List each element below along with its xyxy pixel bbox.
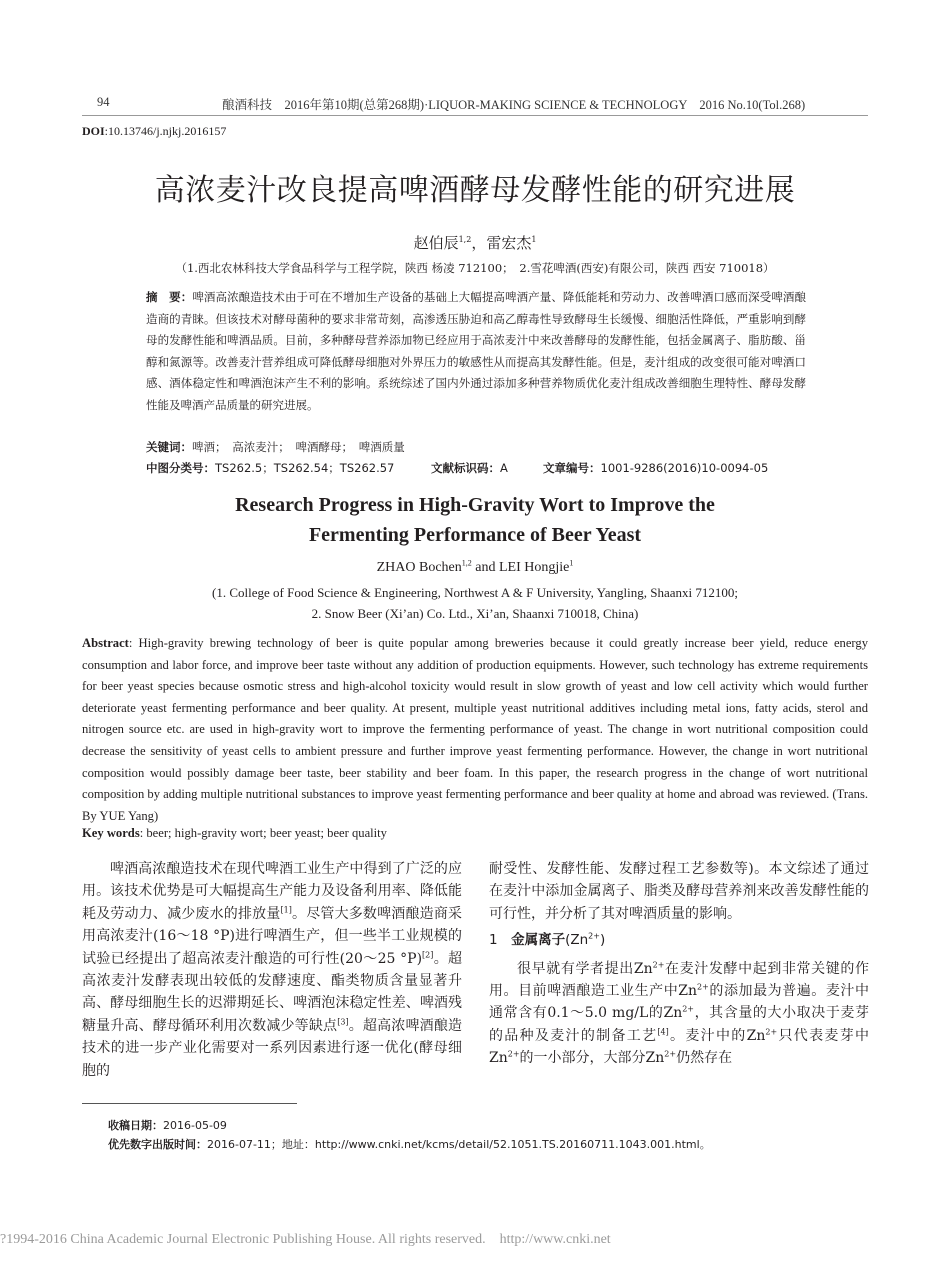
zn-charge-3: 2+ [682, 1004, 695, 1014]
chinese-keywords-text: 啤酒； 高浓麦汁； 啤酒酵母； 啤酒质量 [192, 440, 405, 454]
chinese-title: 高浓麦汁改良提高啤酒酵母发酵性能的研究进展 [154, 173, 796, 208]
english-affiliation-line2: 2. Snow Beer (Xi’an) Co. Ltd., Xi’an, Shaanxi 710018, China) [311, 606, 639, 621]
author-zhao-en: ZHAO Bochen [376, 560, 462, 575]
body-right-column [489, 858, 869, 1070]
sec1-text-6: 只代表麦芽中Zn [489, 1027, 870, 1067]
page-number: 94 [97, 95, 110, 109]
zn-charge-5: 2+ [507, 1049, 520, 1059]
author-lei-cn-affil: 1 [531, 235, 537, 244]
citation-4: [4] [657, 1027, 669, 1037]
sec1-text-8: 仍然存在 [676, 1050, 733, 1067]
english-title [0, 490, 950, 550]
footnote-rule [82, 1103, 297, 1104]
zn-charge-6: 2+ [664, 1049, 677, 1059]
intro-continuation: 耐受性、发酵性能、发酵过程工艺参数等)。本文综述了通过在麦汁中添加金属离子、脂类及酵母营养剂来改善发酵性能的可行性，并分析了其对啤酒质量的影响。 [489, 861, 869, 922]
author-zhao-en-affil: 1,2 [461, 558, 472, 568]
sec1-text-1: 很早就有学者提出Zn [517, 960, 653, 977]
english-affiliation [0, 582, 950, 624]
clc-value: TS262.5；TS262.54；TS262.57 [215, 461, 395, 475]
body-left-column [82, 858, 462, 1082]
english-abstract-label: Abstract [82, 636, 129, 650]
intro-text-c: 。超高浓麦汁发酵表现出较低的发酵速度、酯类物质含量显著升高、酵母细胞生长的迟滞期延长、啤酒泡沫稳定性差、啤酒残糖量升高、酵母循环利用次数减少等缺点 [82, 950, 463, 1034]
chinese-keywords-label: 关键词： [146, 440, 192, 454]
chinese-abstract-label: 摘 要： [146, 290, 193, 304]
online-publish-info [108, 1136, 711, 1152]
author-zhao-cn: 赵伯辰 [413, 234, 459, 252]
intro-paragraph [82, 858, 462, 1082]
intro-text-b: 。尽管大多数啤酒酿造商采用高浓麦汁(16～18 °P)进行啤酒生产，但一些半工业规模的试验已经提出了超高浓麦汁酿造的可行性(20～25 °P) [82, 905, 463, 967]
section-zn-charge: 2+ [588, 931, 600, 941]
article-no-label: 文章编号： [543, 461, 601, 475]
online-value: 2016-07-11；地址：http://www.cnki.net/kcms/detail/52.1051.TS.20160711.1043.001.html。 [207, 1138, 711, 1151]
english-affiliation-line1: (1. College of Food Science & Engineering, Northwest A & F University, Yangling, Shaanxi 712100; [212, 585, 738, 600]
copyright-watermark: ?1994-2016 China Academic Journal Electronic Publishing House. All rights reserved. http://www.cnki.net [0, 1232, 611, 1247]
sec1-text-5: 。麦汁中的Zn [668, 1027, 766, 1044]
english-title-line2: Fermenting Performance of Beer Yeast [308, 524, 642, 546]
online-label: 优先数字出版时间： [108, 1138, 207, 1151]
zn-charge-2: 2+ [697, 982, 709, 992]
citation-2: [2] [422, 949, 434, 959]
section-number: 1 [489, 932, 512, 949]
section-heading-1 [489, 929, 869, 951]
article-no-value: 1001-9286(2016)10-0094-05 [600, 461, 769, 475]
author-lei-en: LEI Hongjie [499, 560, 570, 575]
chinese-authors [0, 232, 950, 253]
chinese-keywords [146, 439, 405, 455]
intro-text-d: 。超高浓啤酒酿造技术的进一步产业化需要对一系列因素进行逐一优化(酵母细胞的 [82, 1017, 463, 1079]
english-abstract [82, 633, 868, 827]
received-date [108, 1117, 227, 1133]
sec1-text-3: 的添加最为普遍。麦汁中通常含有0.1～5.0 mg/L的Zn [489, 983, 869, 1022]
journal-running-header: 酿酒科技 2016年第10期(总第268期)·LIQUOR-MAKING SCIENCE & TECHNOLOGY 2016 No.10(Tol.268) [222, 98, 806, 112]
author-lei-cn: 雷宏杰 [486, 234, 532, 252]
english-keywords-text: : beer; high-gravity wort; beer yeast; beer quality [139, 826, 387, 840]
doc-code-label: 文献标识码： [431, 461, 500, 475]
english-authors [0, 560, 950, 576]
chinese-affiliation: （1.西北农林科技大学食品科学与工程学院，陕西 杨凌 712100； 2.雪花啤酒(西安)有限公司，陕西 西安 710018） [175, 261, 775, 275]
author-zhao-cn-affil: 1,2 [458, 235, 472, 244]
zn-charge-1: 2+ [652, 959, 665, 969]
section-title: 金属离子 [511, 932, 566, 949]
clc-label: 中图分类号： [146, 461, 215, 475]
chinese-abstract [146, 287, 806, 417]
doi-label: DOI [82, 124, 105, 138]
doc-code-value: A [500, 461, 508, 475]
section-1-paragraph [489, 958, 869, 1070]
sec1-text-2: 在麦汁发酵中起到非常关键的作用。目前啤酒酿造工业生产中Zn [489, 960, 869, 1000]
doi-value: :10.13746/j.njkj.2016157 [104, 124, 227, 138]
english-keywords-label: Key words [82, 826, 140, 840]
received-value: 2016-05-09 [163, 1119, 227, 1132]
doi-line [82, 124, 226, 139]
english-keywords [82, 826, 387, 841]
header-rule [82, 115, 868, 116]
chinese-abstract-text: 啤酒高浓酿造技术由于可在不增加生产设备的基础上大幅提高啤酒产量、降低能耗和劳动力、改善啤酒口感而深受啤酒酿造商的青睐。但该技术对酵母菌种的要求非常苛刻，高渗透压胁迫和高乙醇毒性导致酵母生长缓慢、细胞活性降低，严重影响到酵母的发酵性能和啤酒品质。目前，多种酵母营养添加物已经应用于高浓麦汁中来改善酵母的发酵性能，包括金属离子、脂肪酸、甾醇和氮源等。改善麦汁营养组成可降低酵母细胞对外界压力的敏感性从而提高其发酵性能。但是，麦汁组成的改变很可能对啤酒口感、酒体稳定性和啤酒泡沫产生不利的影响。系统综述了国内外通过添加多种营养物质优化麦汁组成改善细胞生理特性、酵母发酵性能及啤酒产品质量的研究进展。 [146, 290, 807, 412]
citation-1: [1] [280, 905, 292, 915]
english-abstract-text: : High-gravity brewing technology of beer is quite popular among breweries because it could greatly increase beer yield, reduce energy consumption and labor force, and improve beer taste without any addition of production equipments. However, such technology has extreme requirements for beer yeast species because osmotic stress and high-alcohol toxicity would result in slow growth of yeast and low cell activity which would further deteriorate yeast fermenting performance and beer quality. At present, multiple yeast nutritional additives including metal ions, fatty acids, sterol and nitrogen source etc. are used in high-gravity wort to improve the fermenting performance of yeast. The change in wort nutritional composition could decrease the sensitivity of yeast cells to ambient pressure and further improve yeast fermenting performance. However, the change in wort nutritional composition would possibly damage beer taste, beer stability and beer foam. In this paper, the research progress in the change of wort nutritional composition by adding multiple nutritional substances to improve yeast fermenting performance and beer quality at home and abroad was reviewed. (Trans. By YUE Yang) [82, 636, 868, 823]
zn-charge-4: 2+ [765, 1027, 778, 1037]
author-lei-en-affil: 1 [569, 558, 574, 568]
received-label: 收稿日期： [108, 1119, 163, 1132]
intro-text-a: 啤酒高浓酿造技术在现代啤酒工业生产中得到了广泛的应用。该技术优势是可大幅提高生产能力及设备利用率、降低能耗及劳动力、减少废水的排放量 [82, 861, 462, 922]
author-and: and [471, 560, 499, 575]
citation-3: [3] [337, 1017, 349, 1027]
sec1-text-7: 的一小部分，大部分Zn [519, 1050, 665, 1067]
section-paren-open: (Zn [565, 932, 589, 949]
sec1-text-4: ，其含量的大小取决于麦芽的品种及麦汁的制备工艺 [489, 1005, 869, 1044]
author-separator: ， [471, 234, 487, 252]
section-paren-close: ) [599, 932, 606, 949]
english-title-line1: Research Progress in High-Gravity Wort to Improve the [235, 494, 715, 516]
classification-line [146, 460, 806, 476]
